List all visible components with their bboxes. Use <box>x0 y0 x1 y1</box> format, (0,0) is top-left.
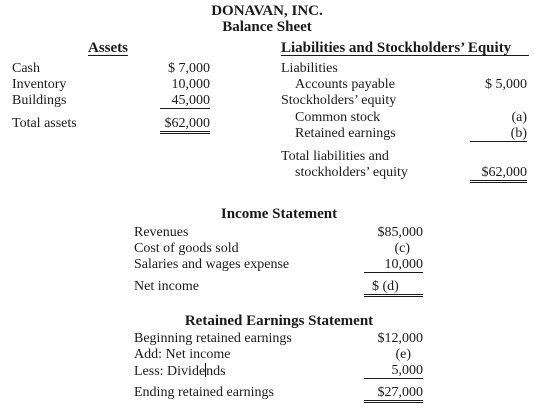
beginning-re-value: $12,000 <box>377 331 423 346</box>
less-dividends-label: Less: Dividends <box>134 364 226 379</box>
asset-label-buildings: Buildings <box>12 93 67 108</box>
revenues-label: Revenues <box>134 225 189 240</box>
accounts-payable-label: Accounts payable <box>295 77 395 92</box>
retained-earnings-value: (b) <box>470 126 527 142</box>
asset-value-cash: $ 7,000 <box>168 61 210 76</box>
asset-label-inventory: Inventory <box>12 77 67 92</box>
asset-value-buildings: 45,000 <box>160 93 210 109</box>
total-liabilities-value: $62,000 <box>470 165 527 183</box>
total-liabilities-label-line1: Total liabilities and <box>281 149 389 164</box>
revenues-value: $85,000 <box>377 225 423 240</box>
liabilities-heading: Liabilities and Stockholders’ Equity <box>281 41 529 56</box>
net-income-label: Net income <box>134 279 199 294</box>
ending-re-label: Ending retained earnings <box>134 385 274 400</box>
dividends-value: 5,000 <box>364 363 423 379</box>
statement-title: Balance Sheet <box>222 19 312 35</box>
equity-label: Stockholders’ equity <box>281 93 397 108</box>
total-assets-label: Total assets <box>12 116 77 131</box>
common-stock-label: Common stock <box>295 110 381 125</box>
beginning-re-label: Beginning retained earnings <box>134 331 292 346</box>
common-stock-value: (a) <box>511 110 527 125</box>
salaries-value: 10,000 <box>364 257 423 273</box>
retained-earnings-label: Retained earnings <box>295 126 396 141</box>
cogs-value: (c) <box>394 241 410 256</box>
add-net-income-label: Add: Net income <box>134 347 231 362</box>
total-liabilities-label-line2: stockholders’ equity <box>295 165 408 180</box>
accounts-payable-value: $ 5,000 <box>485 77 527 92</box>
net-income-value: $ (d) <box>364 279 423 297</box>
cogs-label: Cost of goods sold <box>134 241 239 256</box>
ending-re-value: $27,000 <box>364 385 423 403</box>
company-name: DONAVAN, INC. <box>211 3 323 19</box>
add-net-income-value: (e) <box>395 347 411 362</box>
salaries-label: Salaries and wages expense <box>134 257 290 272</box>
asset-value-inventory: 10,000 <box>171 77 210 92</box>
total-assets-value: $62,000 <box>160 116 210 134</box>
assets-heading: Assets <box>88 40 128 56</box>
income-statement-title: Income Statement <box>220 206 338 222</box>
retained-earnings-statement-title: Retained Earnings Statement <box>184 313 374 329</box>
asset-label-cash: Cash <box>12 61 40 76</box>
liabilities-label: Liabilities <box>281 61 338 76</box>
